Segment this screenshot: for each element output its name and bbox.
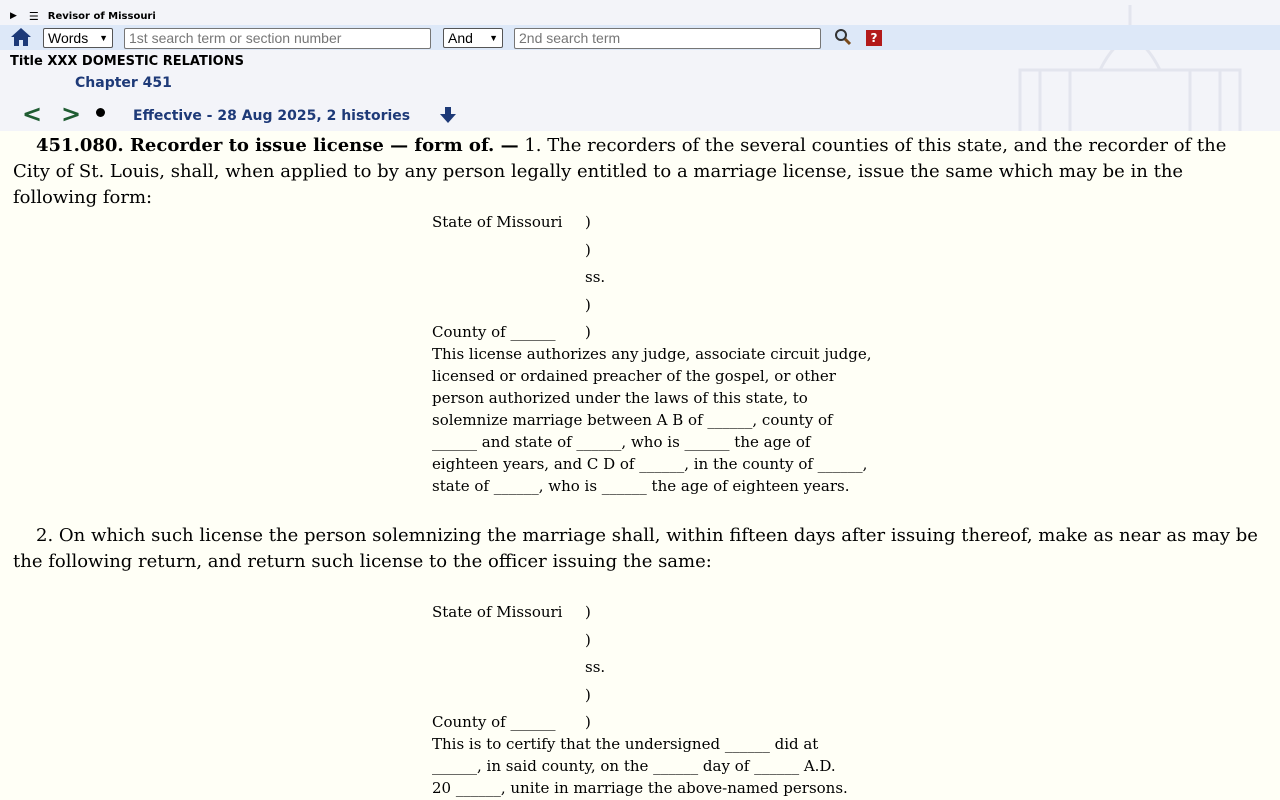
license-line: eighteen years, and C D of ______, in the county of ______, (432, 454, 868, 473)
prev-section-button[interactable]: < (22, 100, 43, 128)
site-name[interactable]: Revisor of Missouri (47, 10, 156, 22)
form-paren: ) (585, 630, 591, 649)
license-text (432, 343, 872, 497)
title-heading[interactable]: Title XXX DOMESTIC RELATIONS (10, 54, 244, 69)
page-header (0, 0, 1280, 131)
return-line: 20 ______, unite in marriage the above-named persons. (432, 778, 848, 797)
home-icon[interactable] (10, 27, 32, 47)
form-county-label: County of ______ (432, 713, 556, 731)
license-line: solemnize marriage between A B of ______, county of (432, 410, 833, 429)
return-line: ______, in said county, on the ______ day of ______ A.D. (432, 756, 836, 775)
current-dot-icon[interactable] (96, 108, 105, 117)
form-paren: ) (585, 713, 591, 731)
form-paren: ) (585, 323, 591, 341)
search-mode-select[interactable] (43, 28, 113, 48)
form-paren: ) (585, 685, 591, 704)
license-line: licensed or ordained preacher of the gospel, or other (432, 366, 836, 385)
form-county-label: County of ______ (432, 323, 556, 341)
paragraph-1-text: 1. The recorders of the several counties of this state, and the recorder of the City of St. Louis, shall, when applied to by any person legally entitled to a marriage license, issue the same which may be in the following form: (13, 135, 1227, 208)
section-paragraph-2 (13, 523, 1268, 575)
search-operator-select[interactable] (443, 28, 503, 48)
license-form (432, 212, 872, 497)
license-line: This license authorizes any judge, associate circuit judge, (432, 344, 872, 363)
next-section-button[interactable]: > (61, 100, 82, 128)
form-paren: ) (585, 603, 591, 621)
top-line (10, 9, 156, 23)
statute-content (0, 131, 1280, 800)
search-bar (0, 25, 1280, 50)
form-state-label: State of Missouri (432, 213, 563, 231)
effective-date-link[interactable]: Effective - 28 Aug 2025, 2 histories (133, 108, 411, 124)
paragraph-2-text: 2. On which such license the person solemnizing the marriage shall, within fifteen days after issuing thereof, make as near as may be the following return, and return such license to the officer issuing the same: (13, 525, 1258, 572)
expand-triangle-icon[interactable]: ▶ (10, 11, 17, 21)
search-operator-value: And (448, 30, 473, 46)
license-line: state of ______, who is ______ the age of eighteen years. (432, 476, 850, 495)
form-ss: ss. (585, 658, 606, 676)
search-term2-input[interactable]: 2nd search term (514, 28, 821, 49)
search-icon[interactable] (834, 28, 852, 46)
chevron-down-icon: ▼ (99, 33, 108, 43)
license-line: person authorized under the laws of this state, to (432, 388, 808, 407)
license-line: ______ and state of ______, who is ______ the age of (432, 432, 811, 451)
menu-icon[interactable]: ☰ (28, 9, 39, 23)
search-mode-value: Words (48, 30, 89, 46)
form-paren: ) (585, 295, 591, 314)
chapter-link[interactable]: Chapter 451 (75, 75, 172, 91)
arrow-down-icon[interactable] (439, 106, 457, 124)
section-paragraph-1 (13, 133, 1268, 211)
return-form (432, 602, 872, 799)
form-paren: ) (585, 240, 591, 259)
form-state-label: State of Missouri (432, 603, 563, 621)
capitol-watermark-icon (980, 0, 1280, 131)
chevron-down-icon: ▼ (489, 33, 498, 43)
return-line: This is to certify that the undersigned ______ did at (432, 734, 819, 753)
form-paren: ) (585, 213, 591, 231)
help-icon[interactable]: ? (866, 30, 882, 46)
section-heading: 451.080. Recorder to issue license — form of. — (36, 135, 519, 156)
search-term1-input[interactable]: 1st search term or section number (124, 28, 431, 49)
return-text (432, 733, 872, 799)
form-ss: ss. (585, 268, 606, 286)
